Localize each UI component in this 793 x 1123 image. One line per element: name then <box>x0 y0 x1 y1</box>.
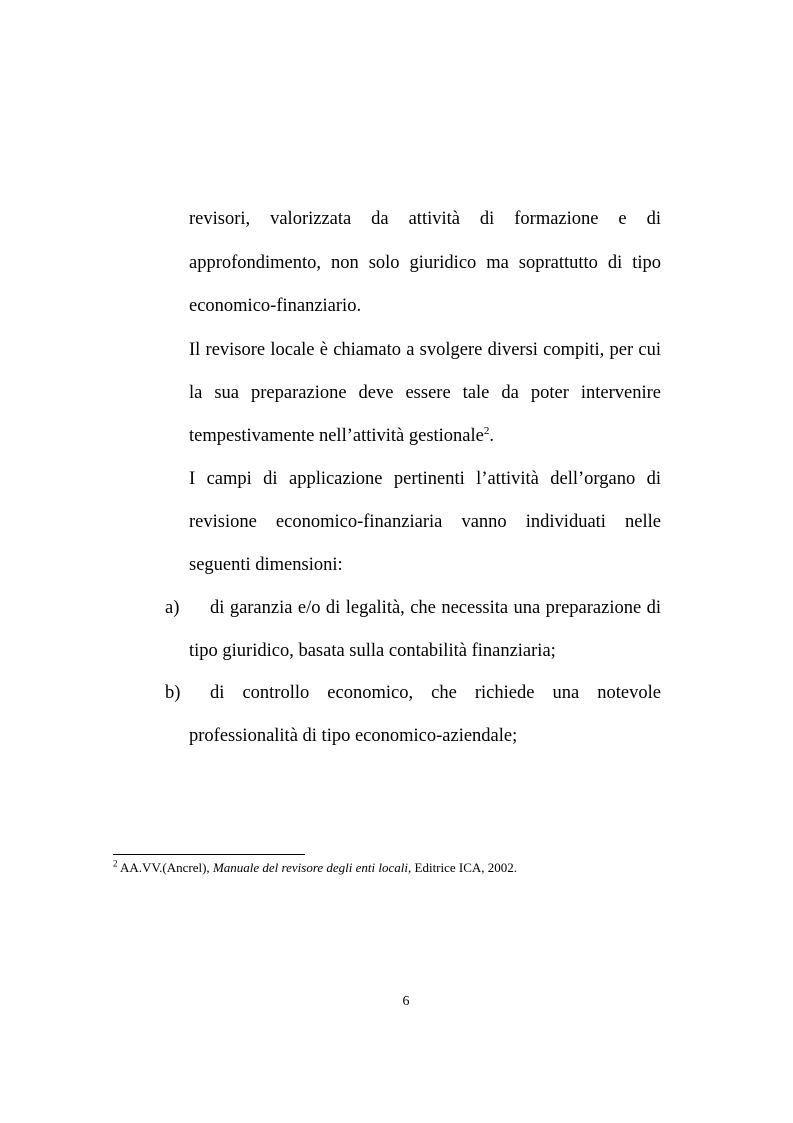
footnote-reference: 2 <box>483 424 490 437</box>
body-text-line: Il revisore locale è chiamato a svolgere diversi compiti, per cui <box>189 340 661 360</box>
body-text-line: I campi di applicazione pertinenti l’attività dell’organo di <box>189 469 661 489</box>
body-text-segment: . <box>489 426 494 446</box>
body-text-line: revisione economico-finanziaria vanno individuati nelle <box>189 512 661 532</box>
list-item-text: professionalità di tipo economico-aziendale; <box>189 726 518 746</box>
body-text-line <box>189 425 661 447</box>
footnote <box>113 860 517 876</box>
footnote-authors: AA.VV.(Ancrel), <box>117 860 213 875</box>
body-text-line: seguenti dimensioni: <box>189 555 343 575</box>
body-text-line: la sua preparazione deve essere tale da poter intervenire <box>189 383 661 403</box>
list-item-text: tipo giuridico, basata sulla contabilità finanziaria; <box>189 641 556 661</box>
body-text-line: revisori, valorizzata da attività di formazione e di <box>189 209 661 229</box>
list-item-text: di controllo economico, che richiede una notevole <box>210 683 661 703</box>
body-text-line: economico-finanziario. <box>189 296 362 316</box>
list-item-text: di garanzia e/o di legalità, che necessita una preparazione di <box>210 598 661 618</box>
body-text-segment: tempestivamente nell’attività gestionale <box>189 426 484 446</box>
footnote-publisher: Editrice ICA, 2002. <box>411 860 518 875</box>
body-text-line: approfondimento, non solo giuridico ma soprattutto di tipo <box>189 253 661 273</box>
footnote-number: 2 <box>113 858 118 869</box>
list-marker: b) <box>165 683 181 703</box>
footnote-separator <box>113 854 305 855</box>
page-number: 6 <box>402 994 410 1009</box>
list-marker: a) <box>165 598 180 618</box>
footnote-title: Manuale del revisore degli enti locali, <box>212 860 412 875</box>
